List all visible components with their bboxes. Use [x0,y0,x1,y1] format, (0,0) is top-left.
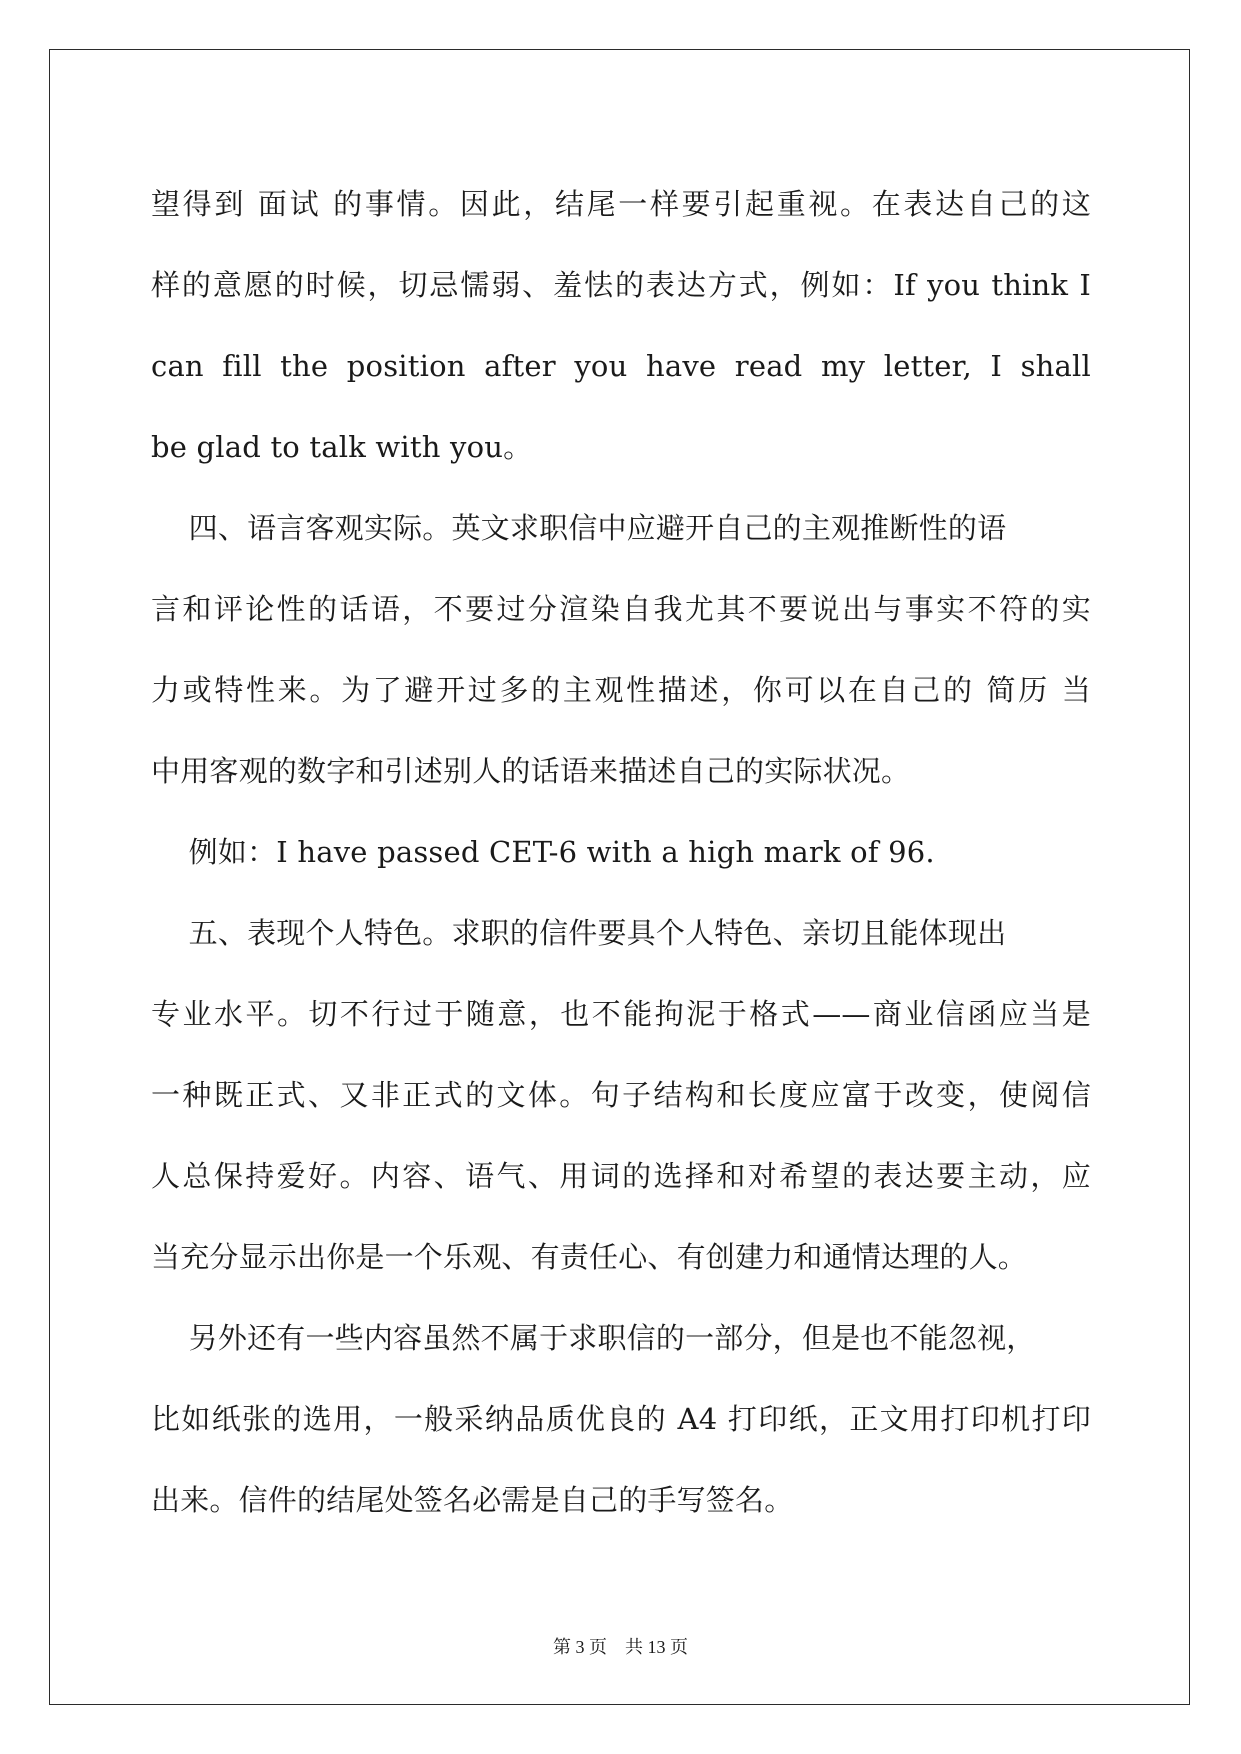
text-line: 言和评论性的话语，不要过分渲染自我尤其不要说出与事实不符的实 [151,592,1091,626]
text-line: 比如纸张的选用，一般采纳品质优良的 A4 打印纸，正文用打印机打印 [151,1402,1091,1436]
text-line: 例如：I have passed CET-6 with a high mark of 96. [151,835,935,869]
text-line: be glad to talk with you。 [151,430,533,464]
text-line: 一种既正式、又非正式的文体。句子结构和长度应富于改变，使阅信 [151,1078,1091,1112]
text-line: 五、表现个人特色。求职的信件要具个人特色、亲切且能体现出 [151,916,1007,950]
text-line: 样的意愿的时候，切忌懦弱、羞怯的表达方式，例如：If you think I [151,268,1091,302]
text-line: 望得到 面试 的事情。因此，结尾一样要引起重视。在表达自己的这 [151,187,1091,221]
document-body [151,164,1091,1541]
text-line: 中用客观的数字和引述别人的话语来描述自己的实际状况。 [151,754,911,788]
text-line: 四、语言客观实际。英文求职信中应避开自己的主观推断性的语 [151,511,1007,545]
text-line: 另外还有一些内容虽然不属于求职信的一部分，但是也不能忽视， [151,1321,1036,1355]
text-line: 当充分显示出你是一个乐观、有责任心、有创建力和通情达理的人。 [151,1240,1028,1274]
page-number-footer: 第 3 页 共 13 页 [553,1637,688,1657]
text-line: 出来。信件的结尾处签名必需是自己的手写签名。 [151,1483,794,1517]
text-line: can fill the position after you have read my letter, I shall [151,349,1091,383]
text-line: 专业水平。切不行过于随意，也不能拘泥于格式——商业信函应当是 [151,997,1091,1031]
text-line: 力或特性来。为了避开过多的主观性描述，你可以在自己的 简历 当 [151,673,1091,707]
text-line: 人总保持爱好。内容、语气、用词的选择和对希望的表达要主动，应 [151,1159,1091,1193]
